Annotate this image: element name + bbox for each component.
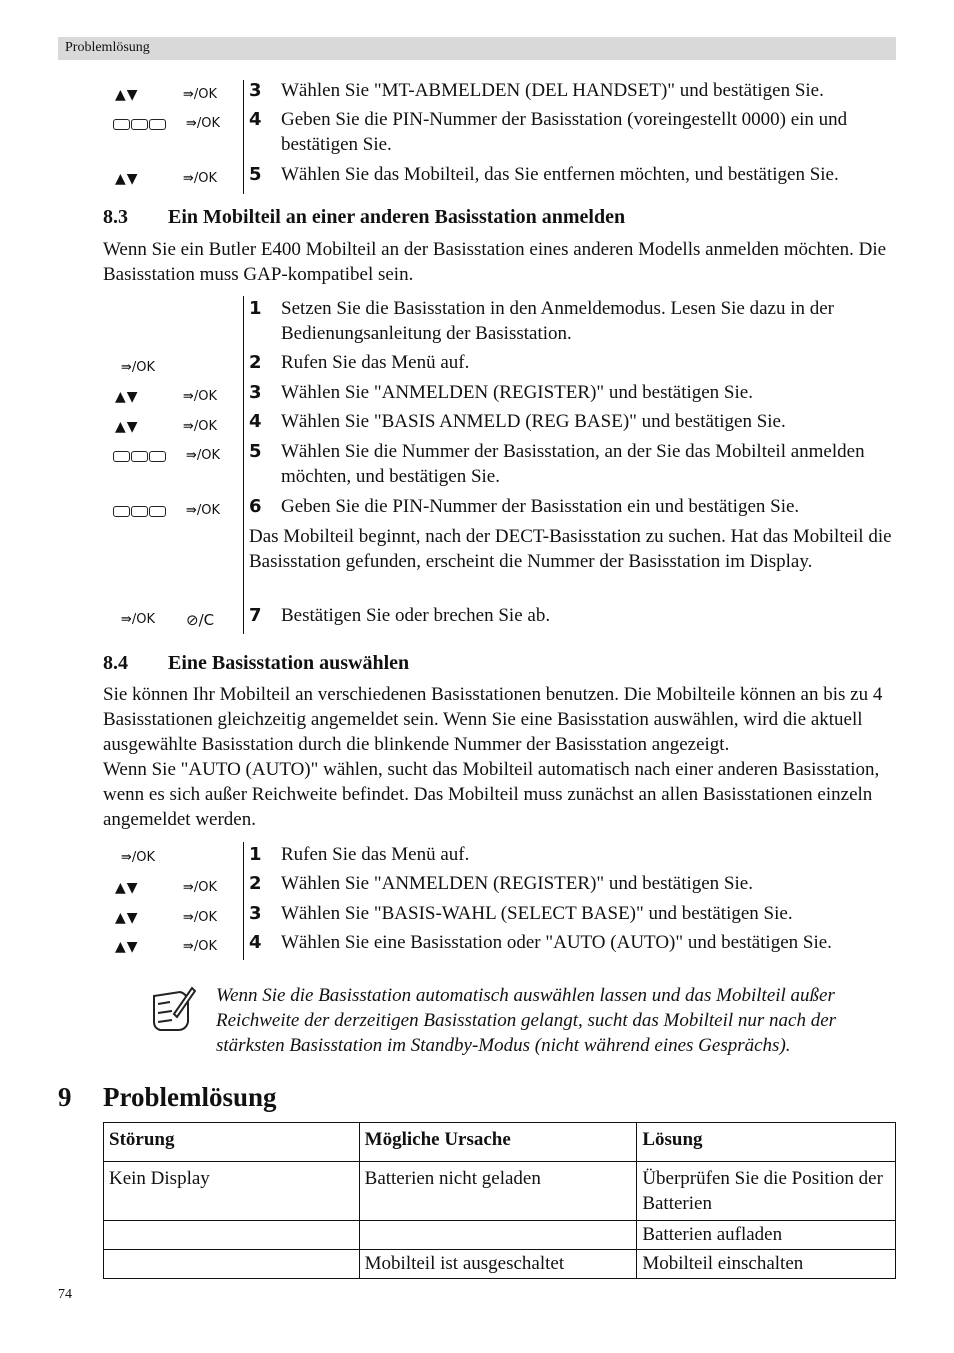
column-header: Mögliche Ursache — [359, 1123, 637, 1162]
section-intro: Wenn Sie ein Butler E400 Mobilteil an der Basisstation eines anderen Modells anmelden möchten. Die Basisstation muss GAP-kompatibel sein. — [103, 239, 887, 285]
ok-icon: ⇛/OK — [183, 171, 218, 186]
note-icon — [148, 984, 196, 1034]
ok-icon: ⇛/OK — [183, 87, 218, 102]
problem-table — [103, 1122, 896, 1279]
keypad-icon — [113, 119, 166, 130]
up-down-arrows-icon: ▲▼ — [115, 939, 139, 955]
table-header-row — [104, 1123, 896, 1162]
running-header-title: Problemlösung — [65, 40, 150, 55]
table-row — [104, 1221, 896, 1250]
column-header: Störung — [104, 1123, 360, 1162]
table-cell: Batterien nicht geladen — [359, 1162, 637, 1221]
ok-icon: ⇛/OK — [183, 389, 218, 404]
table-cell — [104, 1221, 360, 1250]
page-number: 74 — [58, 1287, 72, 1302]
ok-icon: ⇛/OK — [121, 850, 156, 865]
table-cell: Mobilteil einschalten — [637, 1250, 896, 1279]
ok-icon: ⇛/OK — [183, 880, 218, 895]
up-down-arrows-icon: ▲▼ — [115, 419, 139, 435]
ok-icon: ⇛/OK — [183, 939, 218, 954]
ok-icon: ⇛/OK — [121, 360, 156, 375]
up-down-arrows-icon: ▲▼ — [115, 880, 139, 896]
ok-icon: ⇛/OK — [186, 116, 221, 131]
table-cell: Batterien aufladen — [637, 1221, 896, 1250]
divider-line — [243, 296, 244, 634]
note-text: Wenn Sie die Basisstation automatisch auswählen lassen und das Mobilteil außer Reichweite der derzeitigen Basisstation gelangt, sucht das Mobilteil nur nach der stärksten Basisstation im Standby-Modus (nicht während eines Gesprächs). — [216, 985, 837, 1056]
table-cell — [359, 1221, 637, 1250]
ok-icon: ⇛/OK — [121, 612, 156, 627]
table-cell — [104, 1250, 360, 1279]
up-down-arrows-icon: ▲▼ — [115, 389, 139, 405]
table-row — [104, 1250, 896, 1279]
table-cell: Mobilteil ist ausgeschaltet — [359, 1250, 637, 1279]
info-paragraph: Das Mobilteil beginnt, nach der DECT-Basisstation zu suchen. Hat das Mobilteil die Basisstation gefunden, erscheint die Nummer der Basisstation im Display. — [249, 526, 892, 572]
table-row — [104, 1162, 896, 1221]
up-down-arrows-icon: ▲▼ — [115, 171, 139, 187]
ok-icon: ⇛/OK — [186, 448, 221, 463]
section-intro: Sie können Ihr Mobilteil an verschiedenen Basisstationen benutzen. Die Mobilteile können an bis zu 4 Basisstationen gleichzeitig angemeldet sein. Wenn Sie eine Basisstation auswählen, wird die aktuell ausgewählte Basisstation durch die blinkende Nummer der Basisstation angezeigt. — [103, 684, 883, 755]
keypad-icon — [113, 506, 166, 517]
divider-line — [243, 842, 244, 960]
divider-line — [243, 80, 244, 194]
table-cell: Überprüfen Sie die Position der Batterien — [637, 1162, 896, 1221]
up-down-arrows-icon: ▲▼ — [115, 910, 139, 926]
up-down-arrows-icon: ▲▼ — [115, 87, 139, 103]
running-header — [58, 37, 896, 60]
section-intro-2: Wenn Sie "AUTO (AUTO)" wählen, sucht das Mobilteil automatisch nach einer anderen Basisstation, wenn es sich außer Reichweite befindet. Das Mobilteil muss zunächst an allen Basisstationen einzeln angemeldet werden. — [103, 759, 880, 830]
ok-icon: ⇛/OK — [183, 419, 218, 434]
ok-icon: ⇛/OK — [183, 910, 218, 925]
ok-icon: ⇛/OK — [186, 503, 221, 518]
column-header: Lösung — [637, 1123, 896, 1162]
table-cell: Kein Display — [104, 1162, 360, 1221]
keypad-icon — [113, 451, 166, 462]
cancel-icon: ⊘/C — [186, 611, 215, 629]
